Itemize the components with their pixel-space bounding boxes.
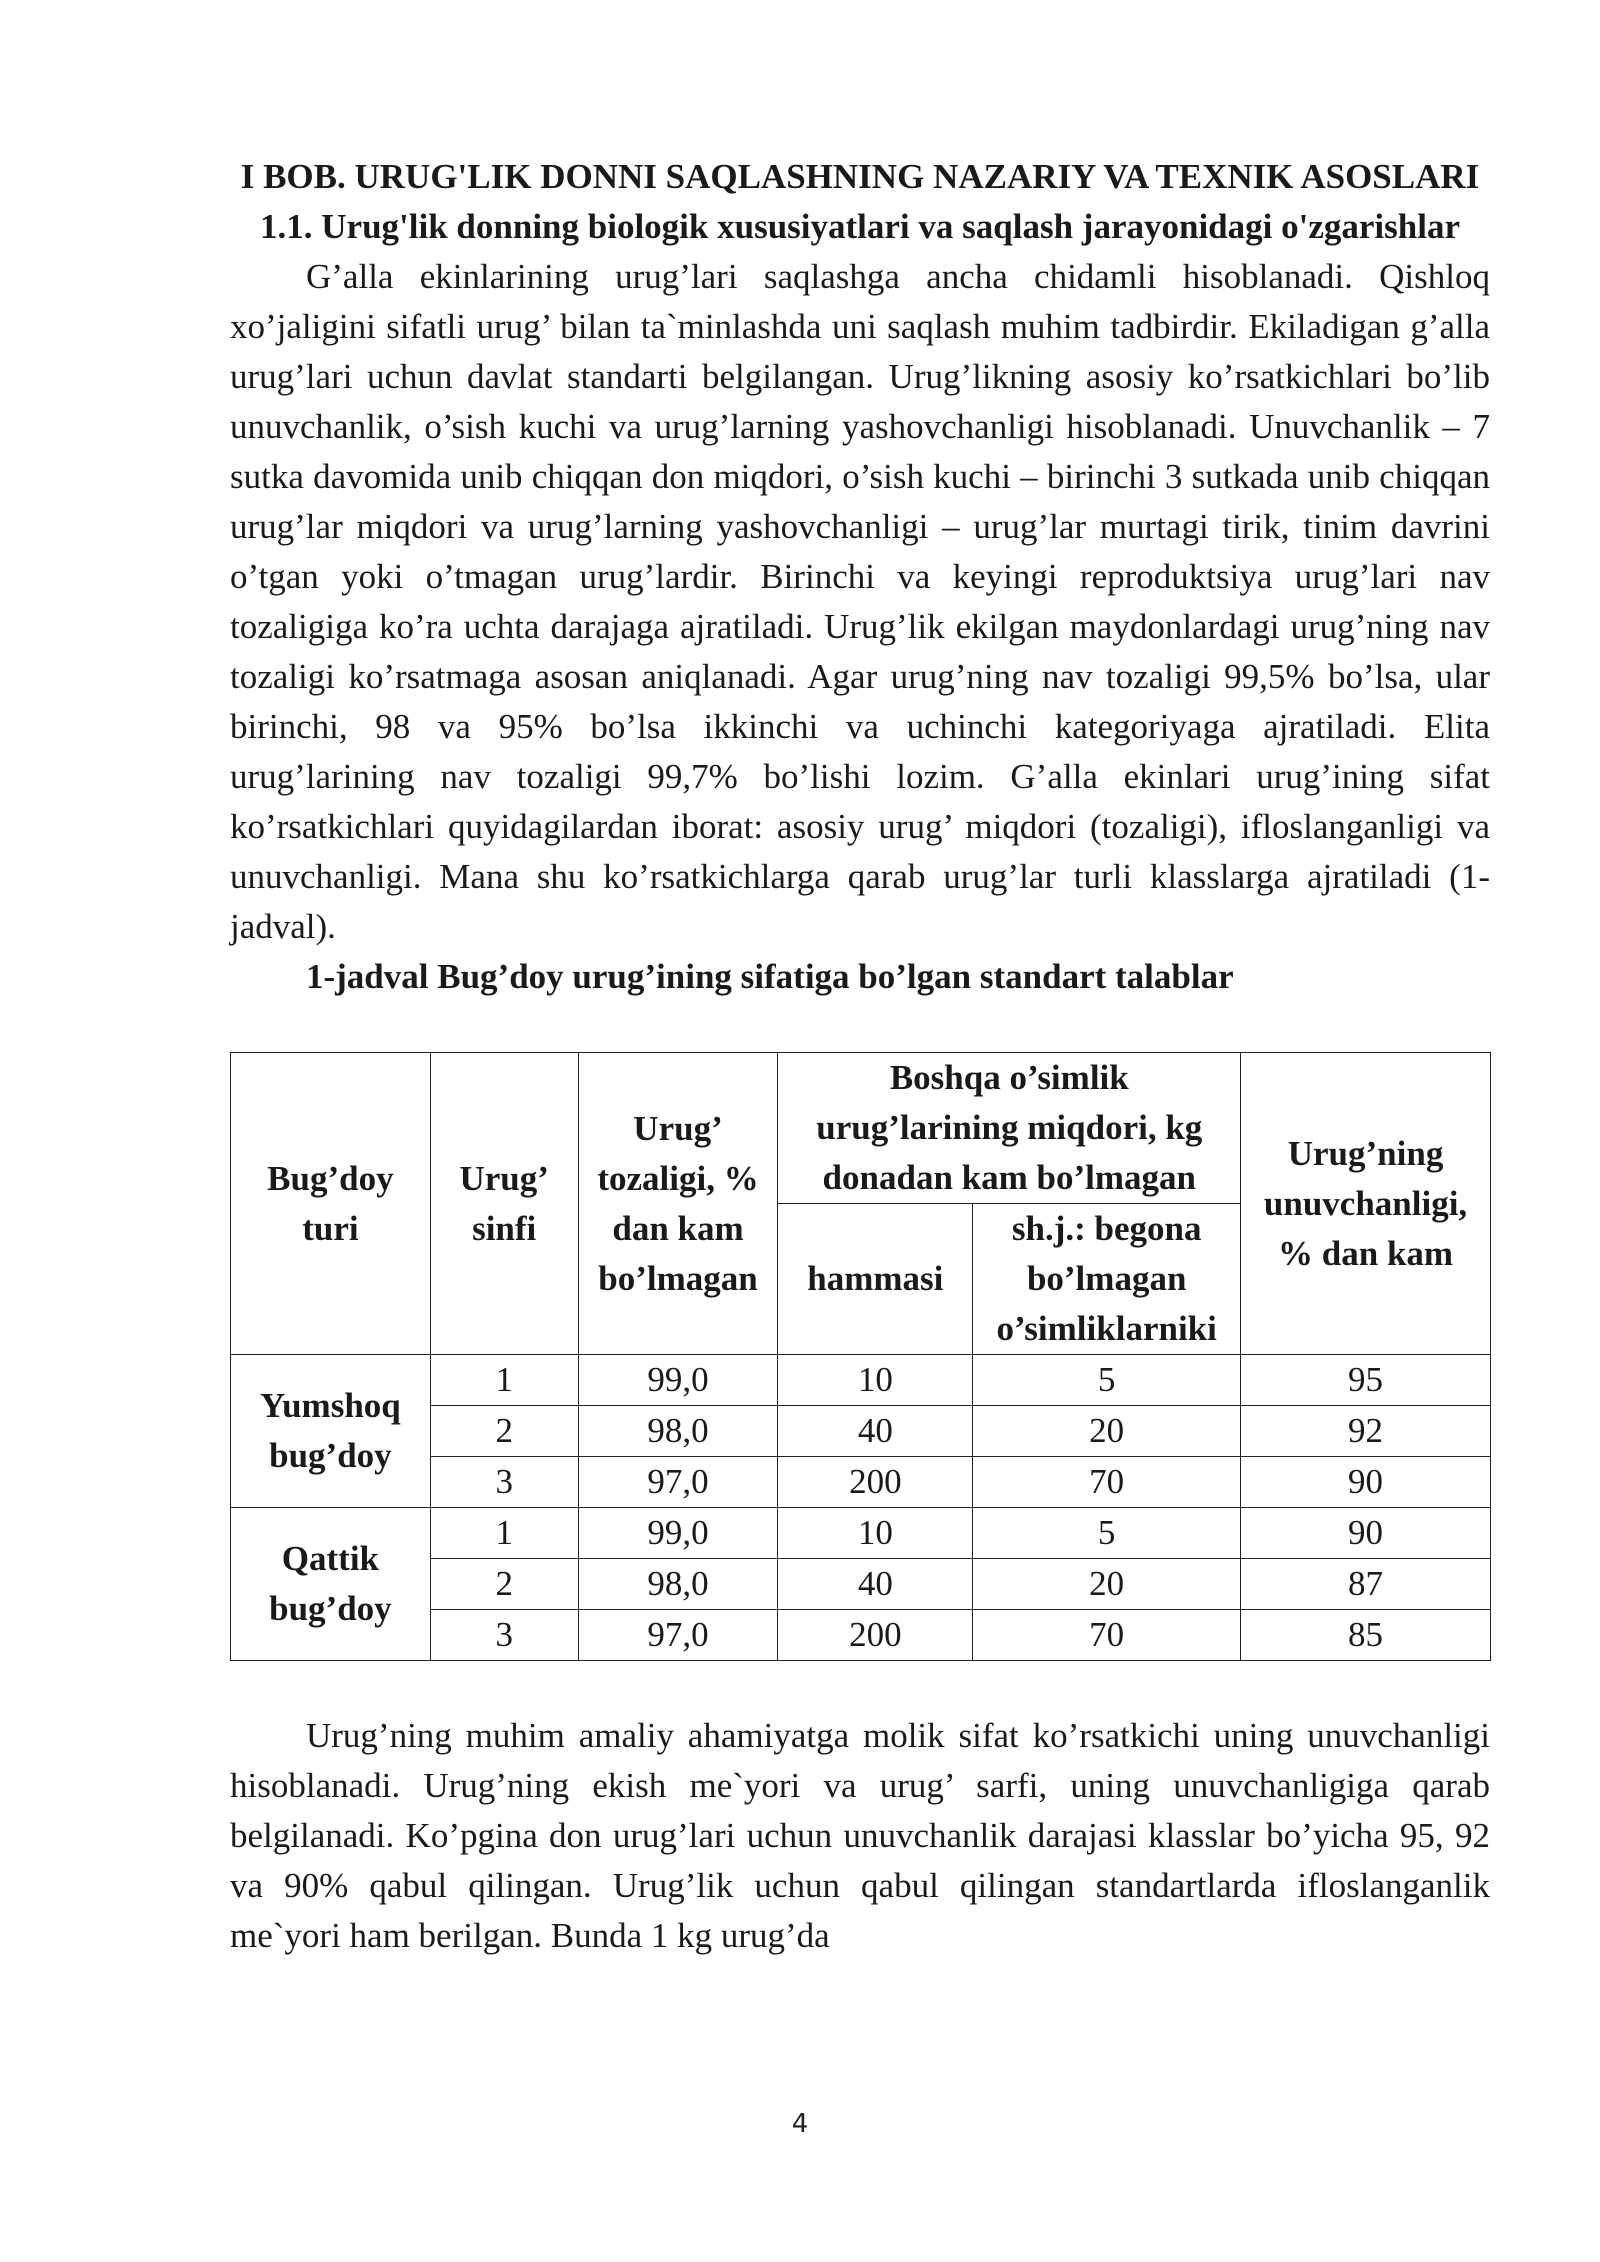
document-page bbox=[230, 150, 1490, 1961]
section-title: 1.1. Urug'lik donning biologik xususiyatlari va saqlash jarayonidagi o'zgarishlar bbox=[260, 207, 1460, 246]
cell-class: 2 bbox=[430, 1559, 578, 1610]
header-wheat-type: Bug’doy turi bbox=[231, 1053, 431, 1355]
standards-table bbox=[230, 1052, 1491, 1661]
chapter-title: I BOB. URUG'LIK DONNI SAQLASHNING NAZARIY VA TEXNIK ASOSLARI bbox=[240, 157, 1480, 196]
table-row bbox=[231, 1355, 1491, 1406]
table-caption: 1-jadval Bug’doy urug’ining sifatiga bo’lgan standart talablar bbox=[306, 957, 1234, 996]
cell-including: 20 bbox=[973, 1406, 1241, 1457]
group-name: Yumshoq bug’doy bbox=[231, 1355, 431, 1508]
header-seed-class: Urug’ sinfi bbox=[430, 1053, 578, 1355]
cell-purity: 97,0 bbox=[578, 1610, 778, 1661]
cell-total: 200 bbox=[778, 1457, 973, 1508]
header-germination: Urug’ning unuvchanligi, % dan kam bbox=[1241, 1053, 1491, 1355]
header-total: hammasi bbox=[778, 1204, 973, 1355]
cell-germination: 87 bbox=[1241, 1559, 1491, 1610]
cell-class: 3 bbox=[430, 1610, 578, 1661]
cell-including: 70 bbox=[973, 1610, 1241, 1661]
header-seed-purity: Urug’ tozaligi, % dan kam bo’lmagan bbox=[578, 1053, 778, 1355]
page-number: 4 bbox=[791, 2109, 809, 2139]
cell-total: 40 bbox=[778, 1406, 973, 1457]
cell-purity: 99,0 bbox=[578, 1355, 778, 1406]
cell-germination: 95 bbox=[1241, 1355, 1491, 1406]
cell-total: 10 bbox=[778, 1508, 973, 1559]
cell-class: 1 bbox=[430, 1355, 578, 1406]
cell-purity: 97,0 bbox=[578, 1457, 778, 1508]
cell-germination: 92 bbox=[1241, 1406, 1491, 1457]
paragraph-2: Urug’ning muhim amaliy ahamiyatga molik sifat ko’rsatkichi uning unuvchanligi hisoblanadi. Urug’ning ekish me`yori va urug’ sarfi, uning unuvchanligiga qarab belgilanadi. Ko’pgina don urug’lari uchun unuvchanlik darajasi klasslar bo’yicha 95, 92 va 90% qabul qilingan. Urug’lik uchun qabul qilingan standartlarda ifloslanganlik me`yori ham berilgan. Bunda 1 kg urug’da bbox=[230, 1716, 1490, 1955]
cell-germination: 90 bbox=[1241, 1508, 1491, 1559]
header-other-plants: Boshqa o’simlik urug’larining miqdori, kg donadan kam bo’lmagan bbox=[778, 1053, 1241, 1204]
cell-germination: 90 bbox=[1241, 1457, 1491, 1508]
cell-including: 5 bbox=[973, 1508, 1241, 1559]
cell-purity: 98,0 bbox=[578, 1559, 778, 1610]
cell-including: 5 bbox=[973, 1355, 1241, 1406]
cell-total: 40 bbox=[778, 1559, 973, 1610]
table-header-row bbox=[231, 1053, 1491, 1204]
cell-total: 10 bbox=[778, 1355, 973, 1406]
cell-purity: 98,0 bbox=[578, 1406, 778, 1457]
cell-including: 20 bbox=[973, 1559, 1241, 1610]
table-row bbox=[231, 1508, 1491, 1559]
cell-class: 1 bbox=[430, 1508, 578, 1559]
cell-including: 70 bbox=[973, 1457, 1241, 1508]
cell-total: 200 bbox=[778, 1610, 973, 1661]
cell-class: 3 bbox=[430, 1457, 578, 1508]
paragraph-1: G’alla ekinlarining urug’lari saqlashga ancha chidamli hisoblanadi. Qishloq xo’jaligini sifatli urug’ bilan ta`minlashda uni saqlash muhim tadbirdir. Ekiladigan g’alla urug’lari uchun davlat standarti belgilangan. Urug’likning asosiy ko’rsatkichlari bo’lib unuvchanlik, o’sish kuchi va urug’larning yashovchanligi hisoblanadi. Unuvchanlik – 7 sutka davomida unib chiqqan don miqdori, o’sish kuchi – birinchi 3 sutkada unib chiqqan urug’lar miqdori va urug’larning yashovchanligi – urug’lar murtagi tirik, tinim davrini o’tgan yoki o’tmagan urug’lardir. Birinchi va keyingi reproduktsiya urug’lari nav tozaligiga ko’ra uchta darajaga ajratiladi. Urug’lik ekilgan maydonlardagi urug’ning nav tozaligi ko’rsatmaga asosan aniqlanadi. Agar urug’ning nav tozaligi 99,5% bo’lsa, ular birinchi, 98 va 95% bo’lsa ikkinchi va uchinchi kategoriyaga ajratiladi. Elita urug’larining nav tozaligi 99,7% bo’lishi lozim. G’alla ekinlari urug’ining sifat ko’rsatkichlari quyidagilardan iborat: asosiy urug’ miqdori (tozaligi), ifloslanganligi va unuvchanligi. Mana shu ko’rsatkichlarga qarab urug’lar turli klasslarga ajratiladi (1-jadval). bbox=[230, 257, 1490, 946]
cell-purity: 99,0 bbox=[578, 1508, 778, 1559]
cell-class: 2 bbox=[430, 1406, 578, 1457]
cell-germination: 85 bbox=[1241, 1610, 1491, 1661]
header-including: sh.j.: begona bo’lmagan o’simliklarniki bbox=[973, 1204, 1241, 1355]
group-name: Qattik bug’doy bbox=[231, 1508, 431, 1661]
